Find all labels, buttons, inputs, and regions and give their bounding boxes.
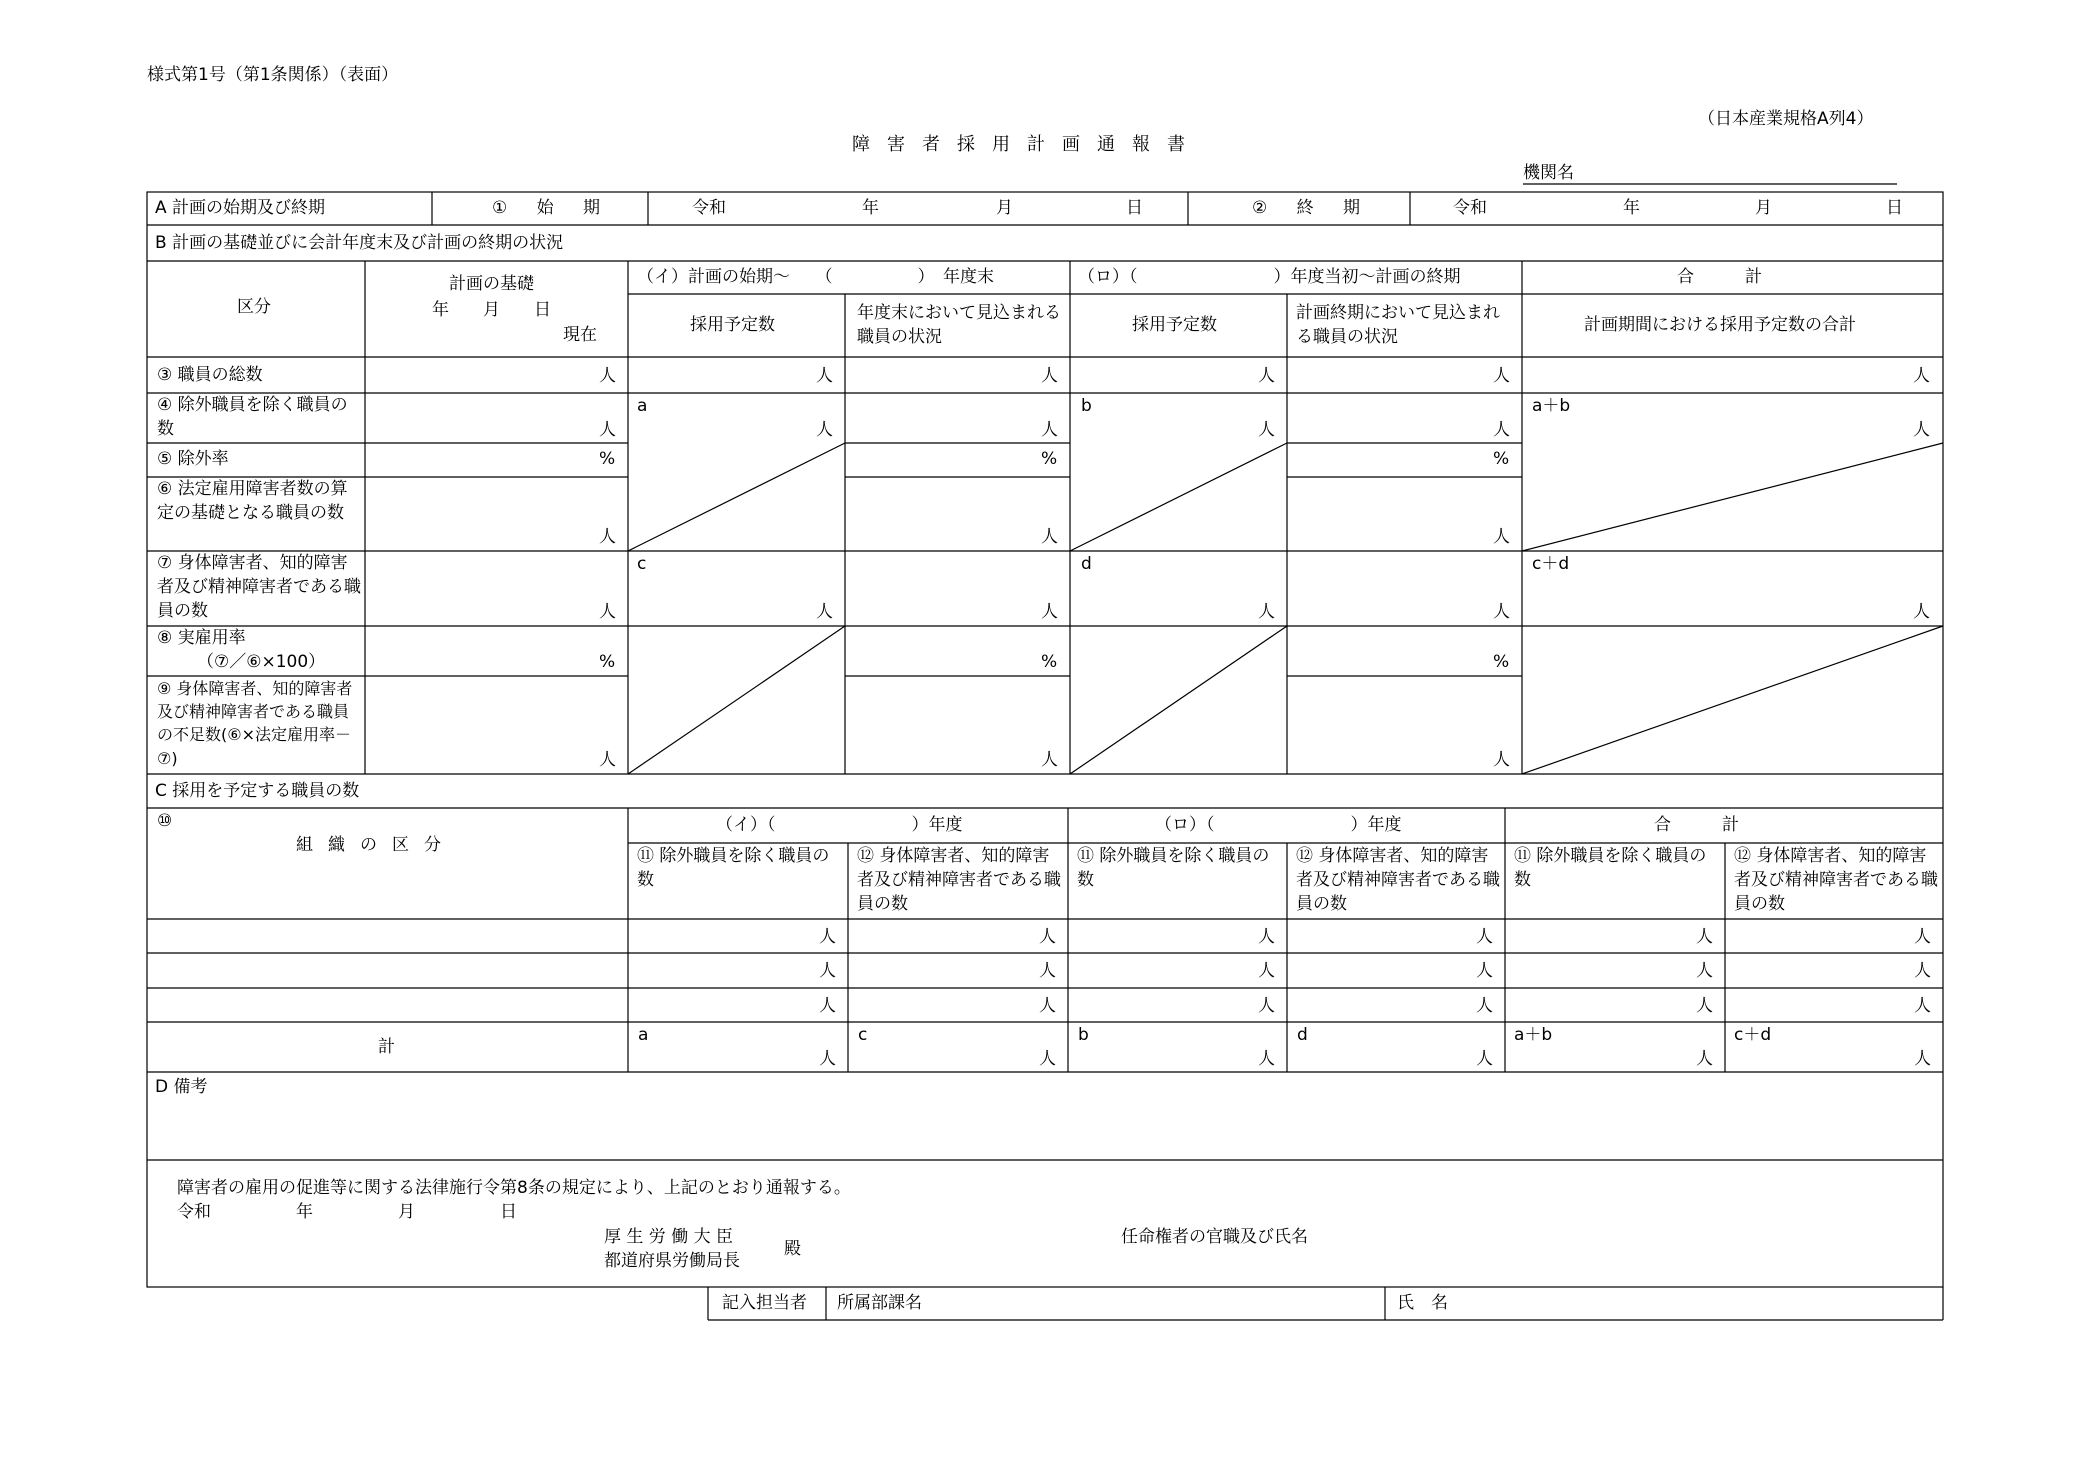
- unit-person: 人: [1913, 420, 1930, 440]
- unit-person: 人: [599, 420, 616, 440]
- unit-person: 人: [1493, 420, 1510, 440]
- unit-person: 人: [1493, 750, 1510, 770]
- declaration-date: 令和 年 月 日: [177, 1202, 517, 1222]
- unit-person: 人: [816, 602, 833, 622]
- unit-person: 人: [1696, 1049, 1713, 1069]
- unit-person: 人: [1041, 420, 1058, 440]
- name-label: 氏 名: [1397, 1293, 1448, 1313]
- addressee-minister: 厚 生 労 働 大 臣: [604, 1227, 734, 1247]
- unit-person: 人: [1476, 996, 1493, 1016]
- end-day: 日: [1886, 198, 1903, 218]
- section-d-label: D 備考: [155, 1077, 208, 1097]
- org-division-header: 組織の区分: [296, 835, 456, 855]
- unit-person: 人: [599, 750, 616, 770]
- unit-percent: %: [1493, 652, 1510, 672]
- c-col11-i: ⑪ 除外職員を除く職員の数: [637, 846, 830, 890]
- unit-percent: %: [1041, 449, 1058, 469]
- unit-person: 人: [1696, 927, 1713, 947]
- end-year: 年: [1623, 198, 1640, 218]
- unit-person: 人: [1041, 750, 1058, 770]
- unit-person: 人: [1039, 961, 1056, 981]
- page-title: 障害者採用計画通報書: [852, 134, 1202, 155]
- start-month: 月: [996, 198, 1013, 218]
- unit-person: 人: [1041, 602, 1058, 622]
- unit-person: 人: [819, 927, 836, 947]
- basis-date: 年 月 日: [432, 300, 551, 320]
- c-mark-ab: a＋b: [1514, 1025, 1553, 1045]
- paper-size-note: （日本産業規格A列4）: [1698, 109, 1874, 129]
- unit-person: 人: [1914, 961, 1931, 981]
- unit-person: 人: [1258, 1049, 1275, 1069]
- mark-b: b: [1081, 396, 1092, 416]
- unit-person: 人: [816, 420, 833, 440]
- unit-percent: %: [1041, 652, 1058, 672]
- c-mark-a: a: [638, 1025, 649, 1045]
- c-col12-i: ⑫ 身体障害者、知的障害者及び精神障害者である職員の数: [857, 846, 1061, 914]
- unit-person: 人: [599, 366, 616, 386]
- basis-header: 計画の基礎: [449, 274, 534, 294]
- unit-person: 人: [819, 996, 836, 1016]
- c-mark-c: c: [858, 1025, 868, 1045]
- start-period-label: ① 始 期: [492, 198, 613, 218]
- unit-person: 人: [1913, 602, 1930, 622]
- mark-d: d: [1081, 554, 1092, 574]
- unit-person: 人: [1493, 602, 1510, 622]
- row5-label: ⑤ 除外率: [157, 449, 229, 469]
- unit-person: 人: [1493, 527, 1510, 547]
- addressee-bureau: 都道府県労働局長: [604, 1251, 740, 1271]
- period-ro-header: （ロ）（ ）年度当初～計画の終期: [1078, 267, 1461, 287]
- c-col11-ro: ⑪ 除外職員を除く職員の数: [1077, 846, 1270, 890]
- unit-person: 人: [1914, 996, 1931, 1016]
- section-c-label: C 採用を予定する職員の数: [155, 781, 360, 801]
- unit-person: 人: [1039, 927, 1056, 947]
- end-period-label: ② 終 期: [1252, 198, 1373, 218]
- department-label: 所属部課名: [837, 1293, 922, 1313]
- unit-person: 人: [1039, 1049, 1056, 1069]
- unit-person: 人: [1041, 366, 1058, 386]
- expected-fy-header: 年度末において見込まれる職員の状況: [857, 303, 1061, 347]
- unit-person: 人: [1476, 1049, 1493, 1069]
- kubun-header: 区分: [237, 297, 271, 317]
- unit-person: 人: [1914, 1049, 1931, 1069]
- form-number: 様式第1号（第1条関係）（表面）: [147, 65, 399, 85]
- row8-label: ⑧ 実雇用率: [157, 628, 246, 648]
- start-day: 日: [1126, 198, 1143, 218]
- period-i-header: （イ）計画の始期～ （ ） 年度末: [637, 267, 994, 287]
- unit-percent: %: [599, 652, 616, 672]
- unit-person: 人: [1914, 927, 1931, 947]
- planned-ro-header: 採用予定数: [1132, 315, 1217, 335]
- unit-person: 人: [1696, 996, 1713, 1016]
- unit-person: 人: [1913, 366, 1930, 386]
- honorific-dono: 殿: [784, 1239, 801, 1259]
- unit-person: 人: [819, 1049, 836, 1069]
- unit-person: 人: [1258, 420, 1275, 440]
- mark-ab: a＋b: [1532, 396, 1571, 416]
- section-b-label: B 計画の基礎並びに会計年度末及び計画の終期の状況: [155, 233, 564, 253]
- c-period-i-header: （イ）（ ）年度: [716, 815, 963, 835]
- entry-person-label: 記入担当者: [722, 1293, 807, 1313]
- start-era: 令和: [692, 198, 726, 218]
- unit-person: 人: [1039, 996, 1056, 1016]
- row3-label: ③ 職員の総数: [157, 365, 263, 385]
- mark-c: c: [637, 554, 647, 574]
- declaration-text: 障害者の雇用の促進等に関する法律施行令第8条の規定により、上記のとおり通報する。: [177, 1178, 851, 1198]
- unit-person: 人: [599, 602, 616, 622]
- c-col12-ro: ⑫ 身体障害者、知的障害者及び精神障害者である職員の数: [1296, 846, 1500, 914]
- row6-label: ⑥ 法定雇用障害者数の算定の基礎となる職員の数: [157, 479, 348, 523]
- end-era: 令和: [1453, 198, 1487, 218]
- unit-person: 人: [816, 366, 833, 386]
- start-year: 年: [862, 198, 879, 218]
- unit-person: 人: [1476, 961, 1493, 981]
- unit-person: 人: [1696, 961, 1713, 981]
- c-total-header: 合 計: [1654, 815, 1739, 835]
- unit-percent: %: [1493, 449, 1510, 469]
- c-mark-d: d: [1297, 1025, 1308, 1045]
- planned-i-header: 採用予定数: [690, 315, 775, 335]
- unit-person: 人: [1041, 527, 1058, 547]
- appointer-label: 任命権者の官職及び氏名: [1121, 1227, 1308, 1247]
- mark-a: a: [637, 396, 648, 416]
- c-col12-total: ⑫ 身体障害者、知的障害者及び精神障害者である職員の数: [1734, 846, 1938, 914]
- unit-person: 人: [1258, 366, 1275, 386]
- row4-label: ④ 除外職員を除く職員の数: [157, 395, 348, 439]
- total-header: 合 計: [1677, 267, 1762, 287]
- unit-person: 人: [1258, 602, 1275, 622]
- section-a-label: A 計画の始期及び終期: [155, 198, 326, 218]
- unit-person: 人: [599, 527, 616, 547]
- c-mark-b: b: [1078, 1025, 1089, 1045]
- expected-end-header: 計画終期において見込まれる職員の状況: [1296, 303, 1500, 347]
- row7-label: ⑦ 身体障害者、知的障害者及び精神障害者である職員の数: [157, 553, 361, 621]
- unit-person: 人: [819, 961, 836, 981]
- unit-person: 人: [1476, 927, 1493, 947]
- unit-person: 人: [1258, 996, 1275, 1016]
- basis-current: 現在: [563, 325, 597, 345]
- row8-formula: （⑦／⑥×100）: [197, 652, 326, 672]
- unit-person: 人: [1493, 366, 1510, 386]
- num10: ⑩: [157, 811, 173, 831]
- row9-label: ⑨ 身体障害者、知的障害者及び精神障害者である職員の不足数(⑥×法定雇用率－⑦): [157, 679, 353, 768]
- c-period-ro-header: （ロ）（ ）年度: [1155, 815, 1402, 835]
- c-col11-total: ⑪ 除外職員を除く職員の数: [1514, 846, 1707, 890]
- unit-percent: %: [599, 449, 616, 469]
- c-mark-cd: c＋d: [1734, 1025, 1772, 1045]
- unit-person: 人: [1258, 961, 1275, 981]
- unit-person: 人: [1258, 927, 1275, 947]
- agency-label: 機関名: [1523, 163, 1574, 183]
- total-planned-header: 計画期間における採用予定数の合計: [1584, 315, 1856, 335]
- mark-cd: c＋d: [1532, 554, 1570, 574]
- end-month: 月: [1755, 198, 1772, 218]
- c-sum-label: 計: [378, 1037, 395, 1057]
